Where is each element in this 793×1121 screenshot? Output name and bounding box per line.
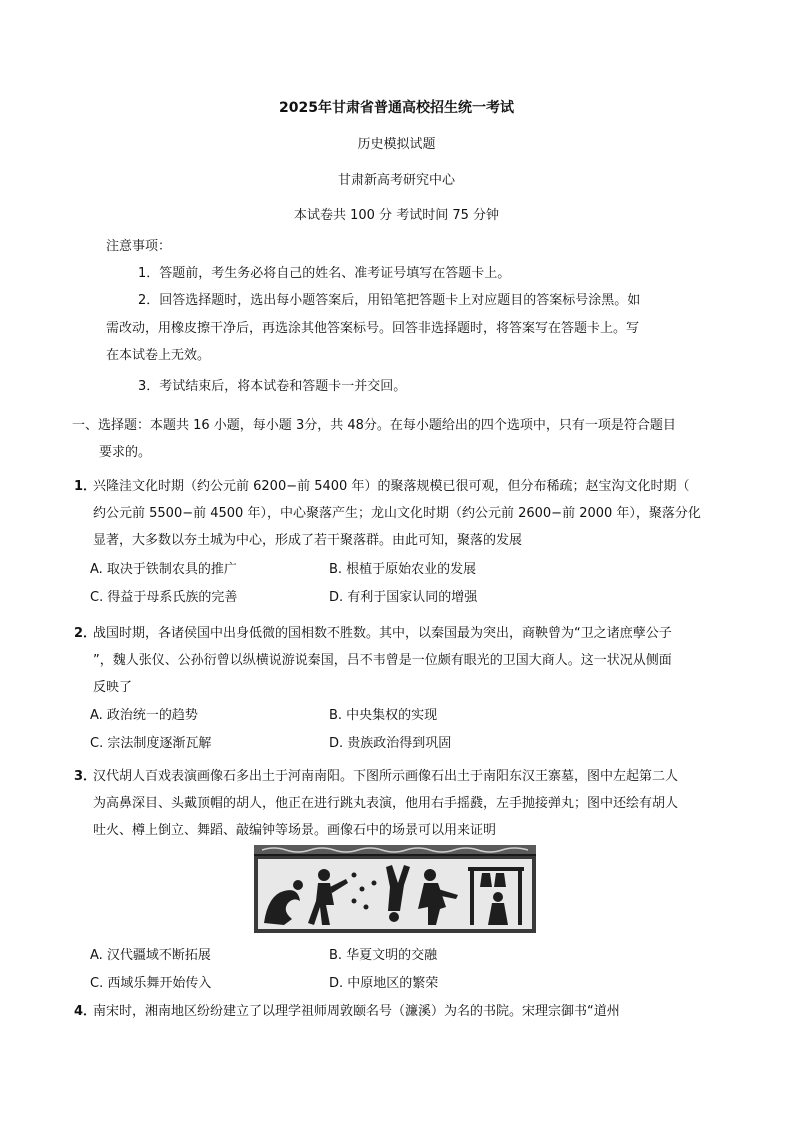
q4-number: 4． <box>74 1004 97 1019</box>
notice-item-1: 1．答题前，考生务必将自己的姓名、准考证号填写在答题卡上。 <box>138 266 511 281</box>
notice-item-3: 3．考试结束后，将本试卷和答题卡一并交回。 <box>138 379 407 394</box>
exam-subject: 历史模拟试题 <box>357 137 436 152</box>
q2-option-c[interactable]: C. 宗法制度逐渐瓦解 <box>90 736 212 751</box>
q1-line-3: 显著，大多数以夯土城为中心，形成了若干聚落群。由此可知，聚落的发展 <box>93 533 523 548</box>
q2-option-a[interactable]: A. 政治统一的趋势 <box>90 708 198 723</box>
q3-option-a[interactable]: A. 汉代疆域不断拓展 <box>90 948 211 963</box>
q1-number: 1． <box>74 479 97 494</box>
notice-item-2-line-2: 需改动，用橡皮擦干净后，再选涂其他答案标号。回答非选择题时，将答案写在答题卡上。写 <box>106 321 640 336</box>
exam-title: 2025年甘肃省普通高校招生统一考试 <box>279 100 514 116</box>
q3-line-2: 为高鼻深目、头戴顶帽的胡人，他正在进行跳丸表演，他用右手摇鼗，左手抛接弹丸；图中还绘有胡人 <box>93 796 679 811</box>
exam-info: 本试卷共 100 分 考试时间 75 分钟 <box>293 208 500 223</box>
q2-line-2: ”，魏人张仪、公孙衍曾以纵横说游说秦国，吕不韦曾是一位颇有眼光的卫国大商人。这一状况从侧面 <box>93 653 672 668</box>
q2-line-1: 战国时期，各诸侯国中出身低微的国相数不胜数。其中，以秦国最为突出，商鞅曾为“卫之诸庶孽公子 <box>93 626 672 641</box>
q3-option-d[interactable]: D. 中原地区的繁荣 <box>329 976 439 991</box>
q3-number: 3． <box>74 769 97 784</box>
q1-option-a[interactable]: A. 取决于铁制农具的推广 <box>90 562 237 577</box>
q2-number: 2． <box>74 626 97 641</box>
q2-line-3: 反映了 <box>93 680 133 695</box>
notice-item-2-line-1: 2．回答选择题时，选出每小题答案后，用铅笔把答题卡上对应题目的答案标号涂黑。如 <box>138 293 641 308</box>
stone-relief-image <box>254 845 536 933</box>
section-heading-line-1: 一、选择题：本题共 16 小题，每小题 3分，共 48分。在每小题给出的四个选项中，只有一项是符合题目 <box>72 418 676 433</box>
section-heading-line-2: 要求的。 <box>99 445 152 460</box>
q1-option-c[interactable]: C. 得益于母系氏族的完善 <box>90 590 238 605</box>
stone-relief-drawing <box>254 845 536 933</box>
q3-option-c[interactable]: C. 西域乐舞开始传入 <box>90 976 212 991</box>
q3-line-3: 吐火、樽上倒立、舞蹈、敲编钟等场景。画像石中的场景可以用来证明 <box>93 823 497 838</box>
q1-line-2: 约公元前 5500−前 4500 年），中心聚落产生；龙山文化时期（约公元前 2600−前 2000 年），聚落分化 <box>93 506 701 521</box>
q2-option-d[interactable]: D. 贵族政治得到巩固 <box>329 736 452 751</box>
q4-line-1: 南宋时，湘南地区纷纷建立了以理学祖师周敦颐名号（濂溪）为名的书院。宋理宗御书“道州 <box>93 1004 620 1019</box>
q3-line-1: 汉代胡人百戏表演画像石多出土于河南南阳。下图所示画像石出土于南阳东汉王寨墓，图中左起第二人 <box>93 769 679 784</box>
notice-item-2-line-3: 在本试卷上无效。 <box>106 348 211 363</box>
q1-option-d[interactable]: D. 有利于国家认同的增强 <box>329 590 478 605</box>
q2-option-b[interactable]: B. 中央集权的实现 <box>329 708 438 723</box>
q1-option-b[interactable]: B. 根植于原始农业的发展 <box>329 562 477 577</box>
q1-line-1: 兴隆洼文化时期（约公元前 6200−前 5400 年）的聚落规模已很可观，但分布稀疏；赵宝沟文化时期（ <box>93 479 690 494</box>
exam-organizer: 甘肃新高考研究中心 <box>337 173 455 188</box>
q3-option-b[interactable]: B. 华夏文明的交融 <box>329 948 438 963</box>
notice-heading: 注意事项： <box>106 239 172 254</box>
